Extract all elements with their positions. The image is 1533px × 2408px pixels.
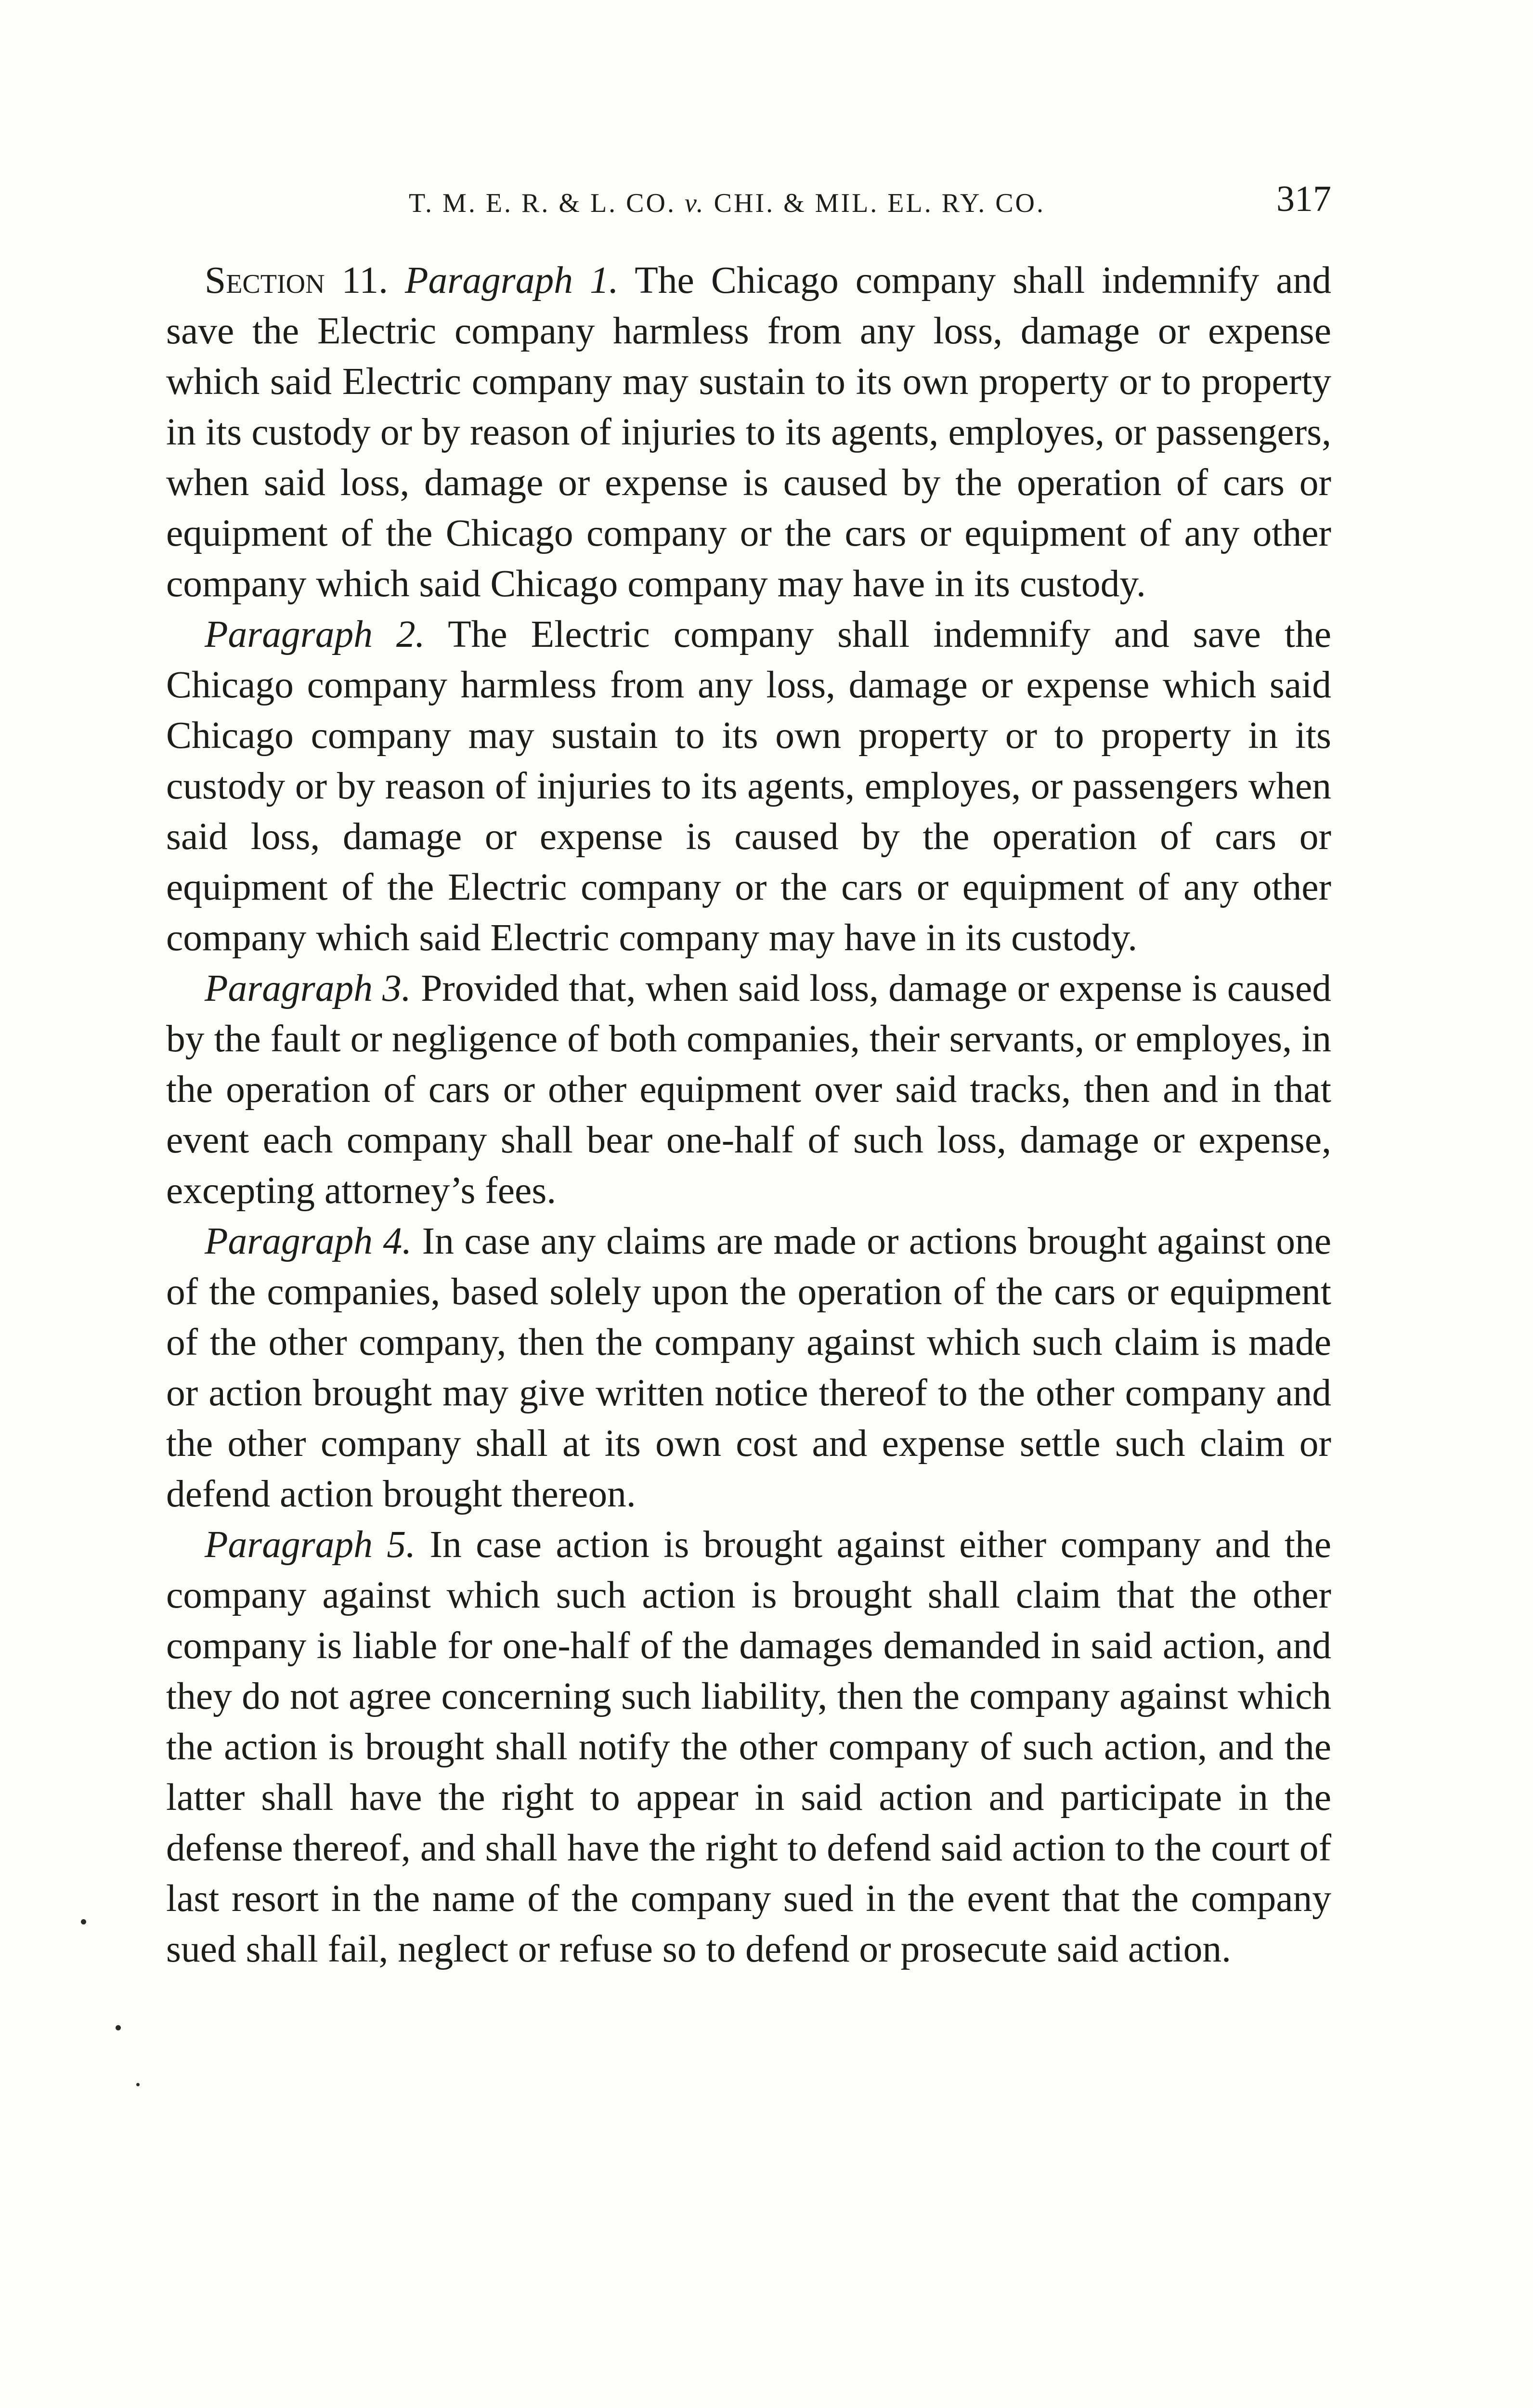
running-title-parties-first: T. M. E. R. & L. CO. (408, 188, 676, 218)
paragraph-text: The Electric company shall indemnify and save the Chicago company harmless from any loss, damage or expense which said Chicago company may sustain to its own property or to property in its custody or by reason of injuries to its agents, employes, or passengers when said loss, damage or expense is caused by the operation of cars or equipment of the Electric company or the cars or equipment of any other company which said Electric company may have in its custody. (166, 613, 1331, 959)
section-heading: Section 11. (205, 259, 388, 301)
page-number: 317 (1276, 179, 1331, 219)
paragraph-5 (166, 1519, 1331, 1975)
paragraph-text: In case any claims are made or actions brought against one of the companies, based solely upon the operation of the cars or equipment of the other company, then the company against which such claim is made or action brought may give written notice thereof to the other company and the other company shall at its own cost and expense settle such claim or defend action brought thereon. (166, 1220, 1331, 1515)
margin-speck (116, 2025, 121, 2030)
body-text (166, 255, 1331, 1975)
running-head (166, 178, 1331, 236)
paragraph-label: Paragraph 2. (205, 613, 425, 655)
paragraph-1 (166, 255, 1331, 609)
paragraph-label: Paragraph 5. (205, 1523, 416, 1566)
paragraph-text: In case action is brought against either company and the company against which such action is brought shall claim that the other company is liable for one-half of the damages demanded in said action, and they do not agree concerning such liability, then the company against which the action is brought shall notify the other company of such action, and the latter shall have the right to appear in said action and participate in the defense thereof, and shall have the right to defend said action to the court of last resort in the name of the company sued in the event that the company sued shall fail, neglect or refuse so to defend or prosecute said action. (166, 1523, 1331, 1970)
paragraph-4 (166, 1216, 1331, 1519)
margin-speck (136, 2083, 140, 2086)
paragraph-3 (166, 963, 1331, 1216)
paragraph-2 (166, 609, 1331, 963)
margin-speck (81, 1919, 86, 1924)
running-title-versus: v. (684, 188, 705, 218)
paragraph-text: The Chicago company shall indemnify and save the Electric company harmless from any loss, damage or expense which said Electric company may sustain to its own property or to property in its custody or by reason of injuries to its agents, employes, or passengers, when said loss, damage or expense is caused by the operation of cars or equipment of the Chicago company or the cars or equipment of any other company which said Chicago company may have in its custody. (166, 259, 1331, 605)
paragraph-text: Provided that, when said loss, damage or expense is caused by the fault or negligence of both companies, their servants, or employes, in the operation of cars or other equipment over said tracks, then and in that event each company shall bear one-half of such loss, damage or expense, excepting attorney’s fees. (166, 967, 1331, 1212)
paragraph-label: Paragraph 1. (405, 259, 619, 301)
running-title (166, 188, 1288, 219)
paragraph-label: Paragraph 4. (205, 1220, 412, 1262)
running-title-parties-second: CHI. & MIL. EL. RY. CO. (714, 188, 1045, 218)
paragraph-label: Paragraph 3. (205, 967, 411, 1009)
